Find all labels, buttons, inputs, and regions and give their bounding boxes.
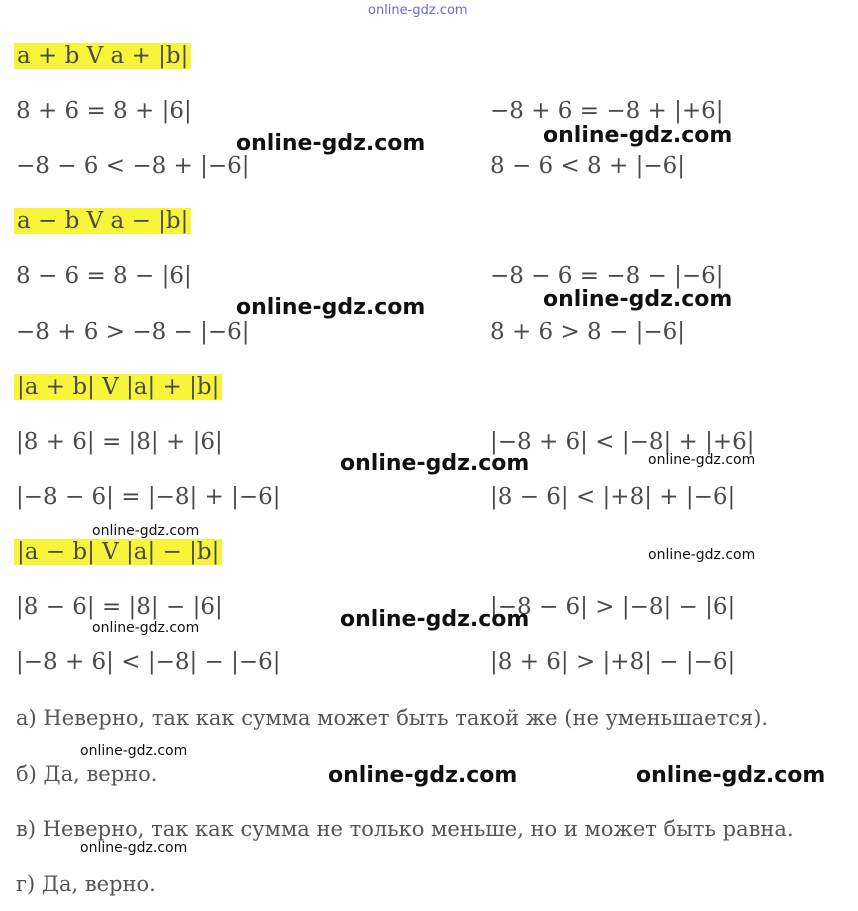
answer-a: а) Неверно, так как сумма может быть такой же (не уменьшается). [16, 706, 769, 730]
section-3-right-2: |8 − 6| < |+8| + |−6| [490, 484, 736, 510]
section-2-heading: a − b V a − |b| [14, 207, 191, 235]
section-1-right-1: −8 + 6 = −8 + |+6| [490, 98, 724, 124]
watermark: online-gdz.com [543, 123, 733, 148]
section-2-left-1: 8 − 6 = 8 − |6| [16, 263, 192, 289]
watermark: online-gdz.com [80, 840, 188, 856]
section-3-left-2: |−8 − 6| = |−8| + |−6| [16, 484, 281, 510]
section-4-right-2: |8 + 6| > |+8| − |−6| [490, 649, 736, 675]
section-4-right-1: |−8 − 6| > |−8| − |6| [490, 594, 736, 620]
section-3-left-1: |8 + 6| = |8| + |6| [16, 429, 223, 455]
section-1-left-1: 8 + 6 = 8 + |6| [16, 98, 192, 124]
watermark: online-gdz.com [340, 451, 530, 476]
watermark: online-gdz.com [236, 131, 426, 156]
watermark: online-gdz.com [92, 523, 200, 539]
answer-v: в) Неверно, так как сумма не только меньше, но и может быть равна. [16, 817, 794, 841]
answer-g: г) Да, верно. [16, 872, 156, 896]
section-1-heading: a + b V a + |b| [14, 42, 191, 70]
section-1-left-2: −8 − 6 < −8 + |−6| [16, 153, 250, 179]
section-4-heading: |a − b| V |a| − |b| [14, 538, 222, 566]
watermark: online-gdz.com [328, 763, 518, 788]
section-3-heading: |a + b| V |a| + |b| [14, 373, 222, 401]
section-2-left-2: −8 + 6 > −8 − |−6| [16, 319, 250, 345]
watermark: online-gdz.com [340, 607, 530, 632]
section-4-left-1: |8 − 6| = |8| − |6| [16, 594, 223, 620]
section-1-right-2: 8 − 6 < 8 + |−6| [490, 153, 685, 179]
watermark: online-gdz.com [236, 295, 426, 320]
top-watermark: online-gdz.com [368, 3, 468, 18]
section-2-right-2: 8 + 6 > 8 − |−6| [490, 319, 685, 345]
watermark: online-gdz.com [648, 547, 756, 563]
section-3-right-1: |−8 + 6| < |−8| + |+6| [490, 429, 755, 455]
section-2-right-1: −8 − 6 = −8 − |−6| [490, 263, 724, 289]
watermark: online-gdz.com [636, 763, 826, 788]
watermark: online-gdz.com [648, 452, 756, 468]
watermark: online-gdz.com [543, 287, 733, 312]
answer-b: б) Да, верно. [16, 762, 158, 786]
watermark: online-gdz.com [92, 620, 200, 636]
section-4-left-2: |−8 + 6| < |−8| − |−6| [16, 649, 281, 675]
watermark: online-gdz.com [80, 743, 188, 759]
